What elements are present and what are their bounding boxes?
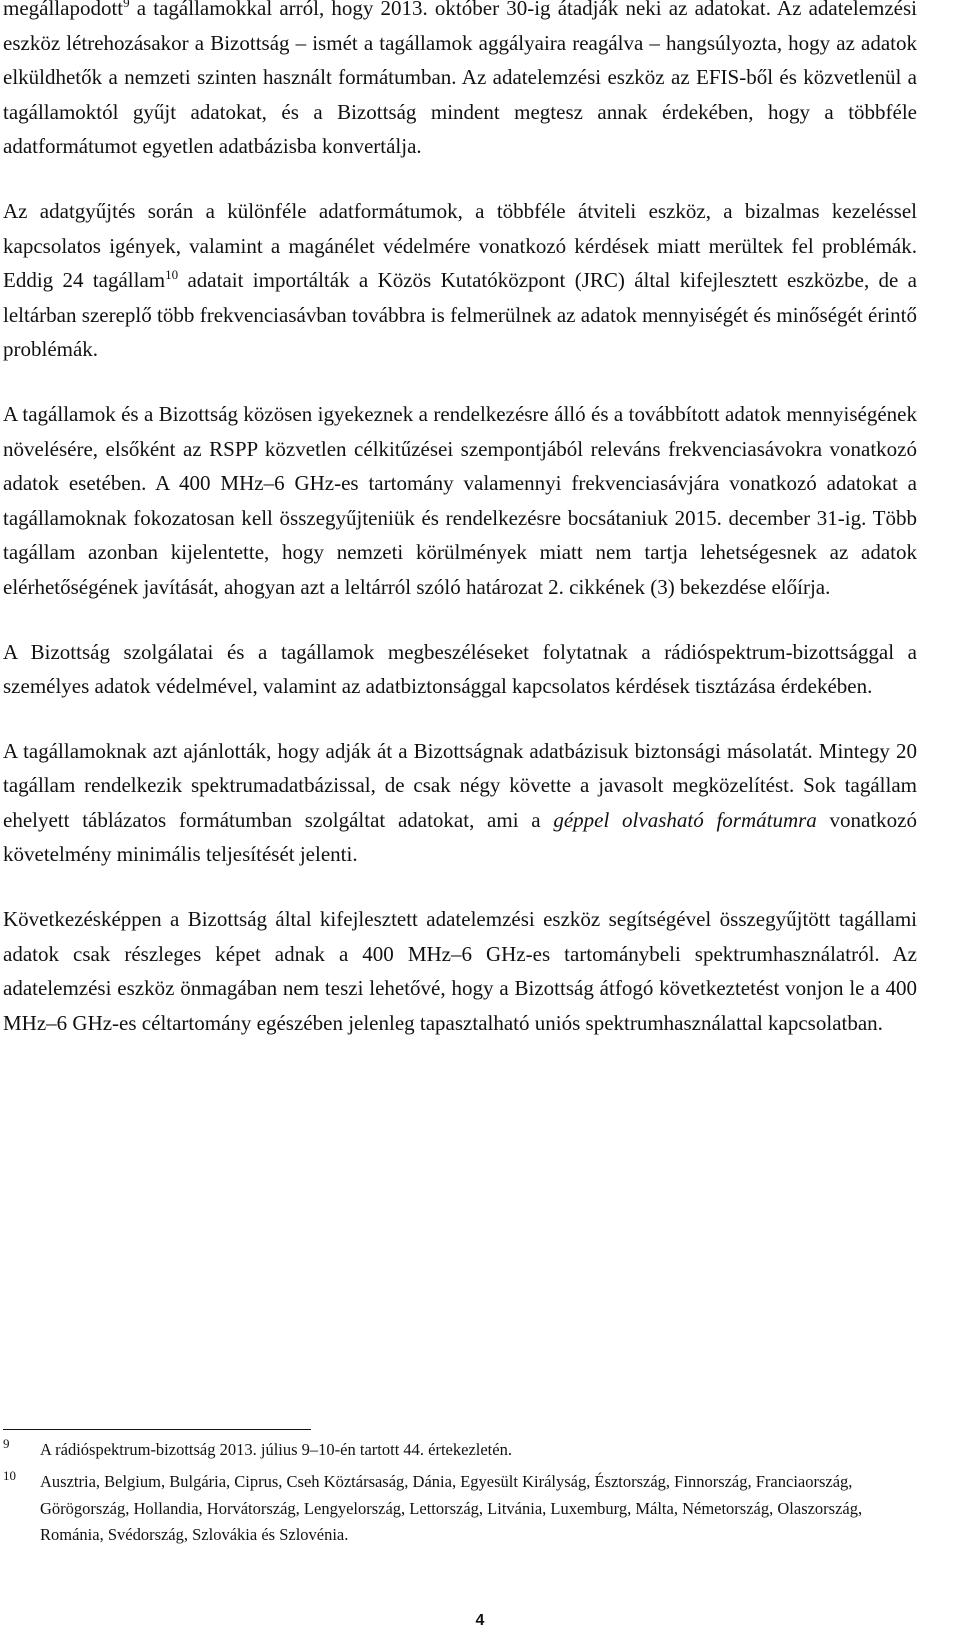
paragraph-text: adatait importálták a Közös Kutatóközpont (JRC) által kifejlesztett eszközbe, de a leltárban szereplő több frekvenciasávban továbbra is felmerülnek az adatok mennyiségét és minőségét érintő problémák. bbox=[3, 268, 917, 362]
footnote-mark: 10 bbox=[3, 1468, 16, 1484]
body-text bbox=[3, 0, 917, 1070]
paragraph-6: Következésképpen a Bizottság által kifejlesztett adatelemzési eszköz segítségével összegyűjtött tagállami adatok csak részleges képet adnak a 400 MHz–6 GHz-es tartománybeli spektrumhasználatról. Az adatelemzési eszköz önmagában nem teszi lehetővé, hogy a Bizottság átfogó következtetést vonjon le a 400 MHz–6 GHz-es céltartomány egészében jelenleg tapasztalható uniós spektrumhasználattal kapcsolatban. bbox=[3, 907, 917, 1035]
footnote-9 bbox=[3, 1437, 917, 1463]
paragraph-text: a tagállamokkal arról, hogy 2013. október 30-ig átadják neki az adatokat. Az adatelemzési eszköz létrehozásakor a Bizottság – ismét a tagállamok aggályaira reagálva – hangsúlyozta, hogy az adatok elküldhetők a nemzeti szinten használt formátumban. Az adatelemzési eszköz az EFIS-ből és közvetlenül a tagállamoktól gyűjt adatokat, és a Bizottság mindent megtesz annak érdekében, hogy a többféle adatformátumot egyetlen adatbázisba konvertálja. bbox=[3, 0, 917, 159]
paragraph-5 bbox=[3, 734, 917, 872]
footnote-reference-10[interactable]: 10 bbox=[165, 267, 179, 283]
footnote-reference-9[interactable]: 9 bbox=[123, 0, 130, 10]
paragraph-4: A Bizottság szolgálatai és a tagállamok megbeszéléseket folytatnak a rádióspektrum-bizottsággal a személyes adatok védelmével, valamint az adatbiztonsággal kapcsolatos kérdések tisztázása érdekében. bbox=[3, 639, 917, 699]
paragraph-text: vonatkozó követelmény minimális teljesítését jelenti. bbox=[3, 807, 918, 867]
paragraph-2 bbox=[3, 194, 917, 367]
paragraph-1 bbox=[3, 0, 917, 164]
footnote-10 bbox=[3, 1469, 917, 1548]
footnote-text: A rádióspektrum-bizottság 2013. július 9–10-én tartott 44. értekezletén. bbox=[40, 1440, 512, 1459]
page-number: 4 bbox=[475, 1612, 485, 1629]
footnotes bbox=[3, 1437, 917, 1554]
footnote-mark: 9 bbox=[3, 1436, 10, 1451]
paragraph-3: A tagállamok és a Bizottság közösen igyekeznek a rendelkezésre álló és a továbbított adatok mennyiségének növelésére, elsőként az RSPP közvetlen célkitűzései szempontjából releváns frekvenciasávokra vonatkozó adatok esetében. A 400 MHz–6 GHz-es tartomány valamennyi frekvenciasávjára vonatkozó adatokat a tagállamoknak fokozatosan kell összegyűjteniük és rendelkezésre bocsátaniuk 2015. december 31-ig. Több tagállam azonban kijelentette, hogy nemzeti körülmények miatt nem tartja lehetségesnek az adatok elérhetőségének javítását, ahogyan azt a leltárról szóló határozat 2. cikkének (3) bekezdése előírja. bbox=[3, 401, 917, 599]
emphasized-text: géppel olvasható formátumra bbox=[553, 807, 817, 832]
paragraph-text: megállapodott bbox=[3, 0, 124, 20]
paragraph-text: Az adatgyűjtés során a különféle adatformátumok, a többféle átviteli eszköz, a bizalmas kezeléssel kapcsolatos igények, valamint a magánélet védelmére vonatkozó kérdések miatt merültek fel problémák. Eddig 24 tagállam bbox=[3, 198, 917, 293]
paragraph-text: A tagállamoknak azt ajánlották, hogy adják át a Bizottságnak adatbázisuk biztonsági másolatát. Mintegy 20 tagállam rendelkezik spektrumadatbázissal, de csak négy követte a javasolt megközelítést. Sok tagállam ehelyett táblázatos formátumban szolgáltat adatokat, ami a bbox=[3, 738, 917, 832]
footnote-text: Ausztria, Belgium, Bulgária, Ciprus, Cseh Köztársaság, Dánia, Egyesült Királyság, Észtország, Finnország, Franciaország, Görögország, Hollandia, Horvátország, Lengyelország, Lettország, Litvánia, Luxemburg, Málta, Németország, Olaszország, Románia, Svédország, Szlovákia és Szlovénia. bbox=[40, 1472, 863, 1544]
footnote-separator bbox=[3, 1429, 311, 1430]
